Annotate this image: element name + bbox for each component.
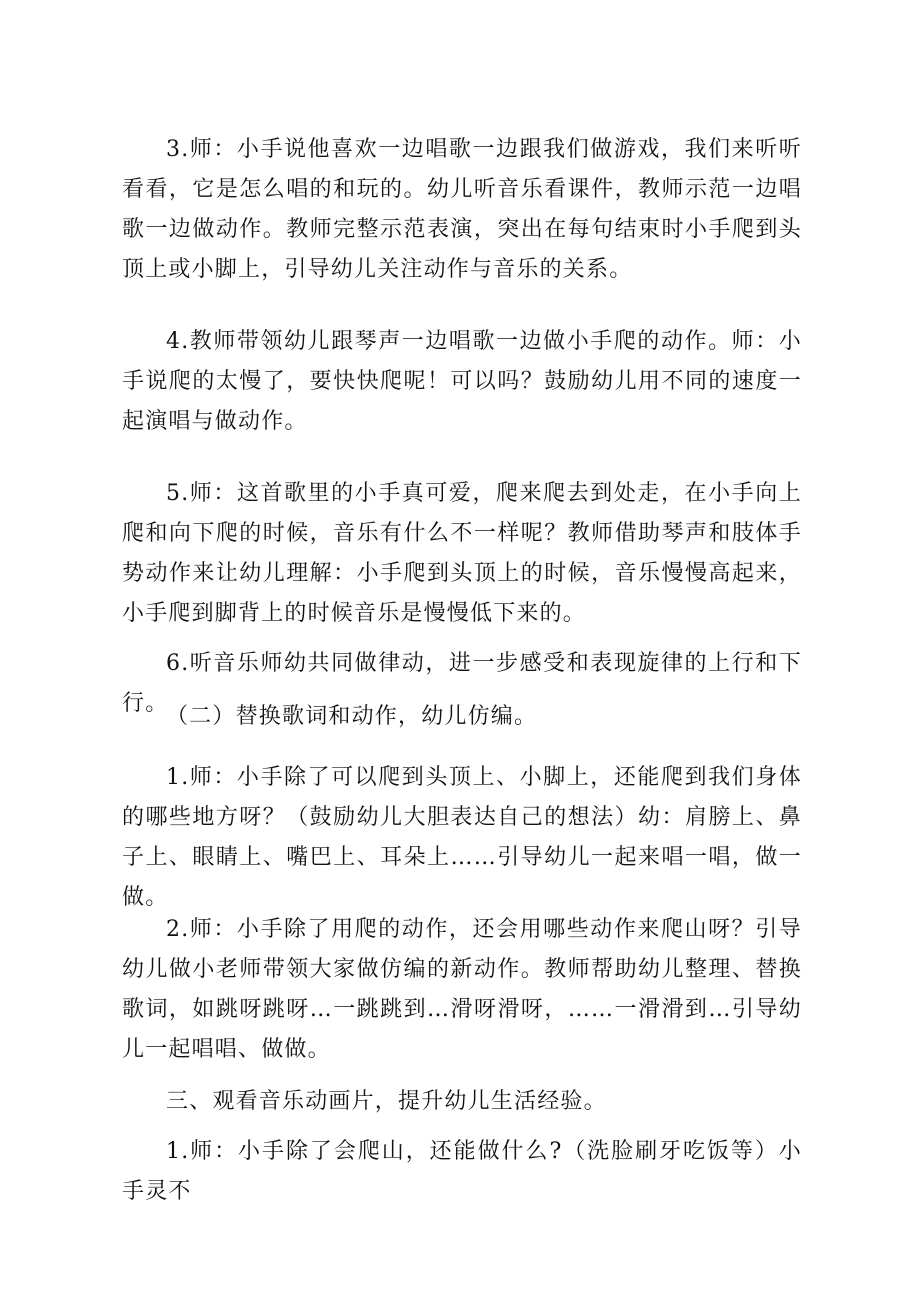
paragraph-5: 5.师：这首歌里的小手真可爱，爬来爬去到处走，在小手向上爬和向下爬的时候，音乐有什么不一样呢？教师借助琴声和肢体手势动作来让幼儿理解：小手爬到头顶上的时候，音乐慢慢高起来，小手爬到脚背上的时候音乐是慢慢低下来的。: [122, 481, 802, 626]
paragraph-1-c: 1.师：小手除了会爬山，还能做什么?（洗脸刷牙吃饭等）小手灵不: [122, 1139, 802, 1204]
paragraph-3: 3.师：小手说他喜欢一边唱歌一边跟我们做游戏，我们来听听看看，它是怎么唱的和玩的。幼儿听音乐看课件，教师示范一边唱歌一边做动作。教师完整示范表演，突出在每句结束时小手爬到头顶上或小脚上，引导幼儿关注动作与音乐的关系。: [122, 137, 802, 282]
paragraph-1-b: 1.师：小手除了可以爬到头顶上、小脚上，还能爬到我们身体的哪些地方呀？（鼓励幼儿大胆表达自己的想法）幼：肩膀上、鼻子上、眼睛上、嘴巴上、耳朵上……引导幼儿一起来唱一唱，做一做。: [122, 765, 802, 910]
section-heading-two: （二）替换歌词和动作，幼儿仿编。: [166, 704, 538, 729]
paragraph-2-b: 2.师：小手除了用爬的动作，还会用哪些动作来爬山呀？引导幼儿做小老师带领大家做仿编的新动作。教师帮助幼儿整理、替换歌词，如跳呀跳呀…一跳跳到…滑呀滑呀，……一滑滑到…引导幼儿一起唱唱、做做。: [122, 917, 802, 1062]
paragraph-4: 4.教师带领幼儿跟琴声一边唱歌一边做小手爬的动作。师：小手说爬的太慢了，要快快爬呢！可以吗？鼓励幼儿用不同的速度一起演唱与做动作。: [122, 329, 802, 434]
section-heading-three: 三、观看音乐动画片，提升幼儿生活经验。: [166, 1089, 607, 1114]
paragraph-6: 6.听音乐师幼共同做律动，进一步感受和表现旋律的上行和下行。: [122, 651, 802, 716]
